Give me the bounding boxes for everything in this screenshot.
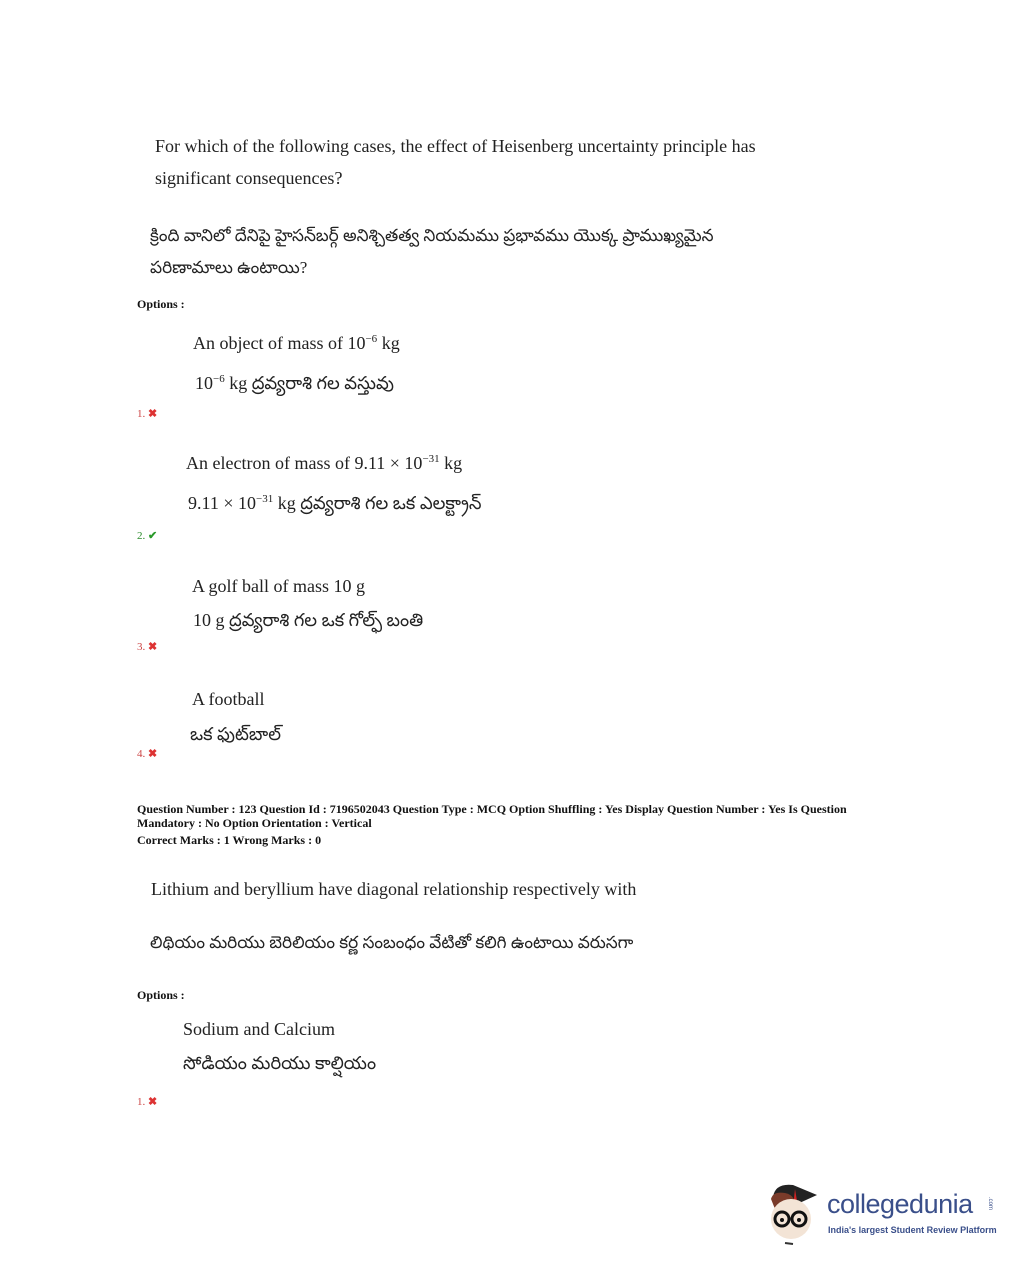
options-label: Options :: [137, 988, 185, 1002]
question-text: For which of the following cases, the effect of Heisenberg uncertainty principle has: [155, 136, 756, 156]
question-text: significant consequences?: [155, 168, 343, 188]
cross-icon: ✖: [148, 748, 158, 760]
option-number-correct: 2. ✔: [137, 530, 158, 542]
question-meta: Question Number : 123 Question Id : 7196502043 Question Type : MCQ Option Shuffling : Yes Display Question Number : Yes Is Question: [137, 802, 847, 816]
question-text: Lithium and beryllium have diagonal relationship respectively with: [151, 879, 637, 899]
option-text: A football: [192, 689, 265, 709]
cross-icon: ✖: [148, 641, 158, 653]
option-text: A golf ball of mass 10 g: [192, 576, 365, 596]
option-text-telugu: $9.11 \times 10^{-31}$ kg ద్రవ్యరాశి గల ఒక ఎలక్ట్రాన్: [188, 493, 482, 513]
option-number-wrong: 3. ✖: [137, 641, 158, 653]
options-label: Options :: [137, 297, 185, 311]
option-text: An electron of mass of $9.11 \times 10^{-31}$ kg: [186, 453, 463, 473]
logo-suffix: .com: [987, 1197, 993, 1211]
question-text-telugu: లిథియం మరియు బెరిలియం కర్ణ సంబంధం వేటితో కలిగి ఉంటాయి వరుసగా: [150, 933, 634, 952]
option-number-wrong: 1. ✖: [137, 408, 158, 420]
option-text: An object of mass of $10^{-6}$ kg: [193, 333, 400, 353]
marks-info: Correct Marks : 1 Wrong Marks : 0: [137, 833, 322, 847]
collegedunia-logo: [765, 1175, 1000, 1250]
question-text-telugu: క్రింది వానిలో దేనిపై హైసన్‌బర్గ్ అనిశ్చితత్వ నియమము ప్రభావము యొక్క ప్రాముఖ్యమైన: [150, 226, 714, 245]
option-text-telugu: $10^{-6}$ kg ద్రవ్యరాశి గల వస్తువు: [195, 373, 394, 393]
option-text-telugu: సోడియం మరియు కాల్షియం: [183, 1053, 377, 1073]
question-text-telugu: పరిణామాలు ఉంటాయి?: [150, 258, 308, 277]
check-icon: ✔: [148, 530, 158, 542]
cross-icon: ✖: [148, 408, 158, 420]
option-text-telugu: ఒక ఫుట్‌బాల్: [190, 724, 281, 744]
option-number-wrong: 4. ✖: [137, 748, 158, 760]
option-text-telugu: 10 g ద్రవ్యరాశి గల ఒక గోల్ఫ్ బంతి: [193, 610, 424, 630]
logo-wordmark: collegedunia: [827, 1189, 973, 1219]
question-meta: Mandatory : No Option Orientation : Vertical: [137, 816, 372, 830]
logo-tagline: India's largest Student Review Platform: [828, 1225, 997, 1235]
cross-icon: ✖: [148, 1096, 158, 1108]
option-number-wrong: 1. ✖: [137, 1096, 158, 1108]
option-text: Sodium and Calcium: [183, 1019, 335, 1039]
mascot-icon: [765, 1175, 827, 1250]
